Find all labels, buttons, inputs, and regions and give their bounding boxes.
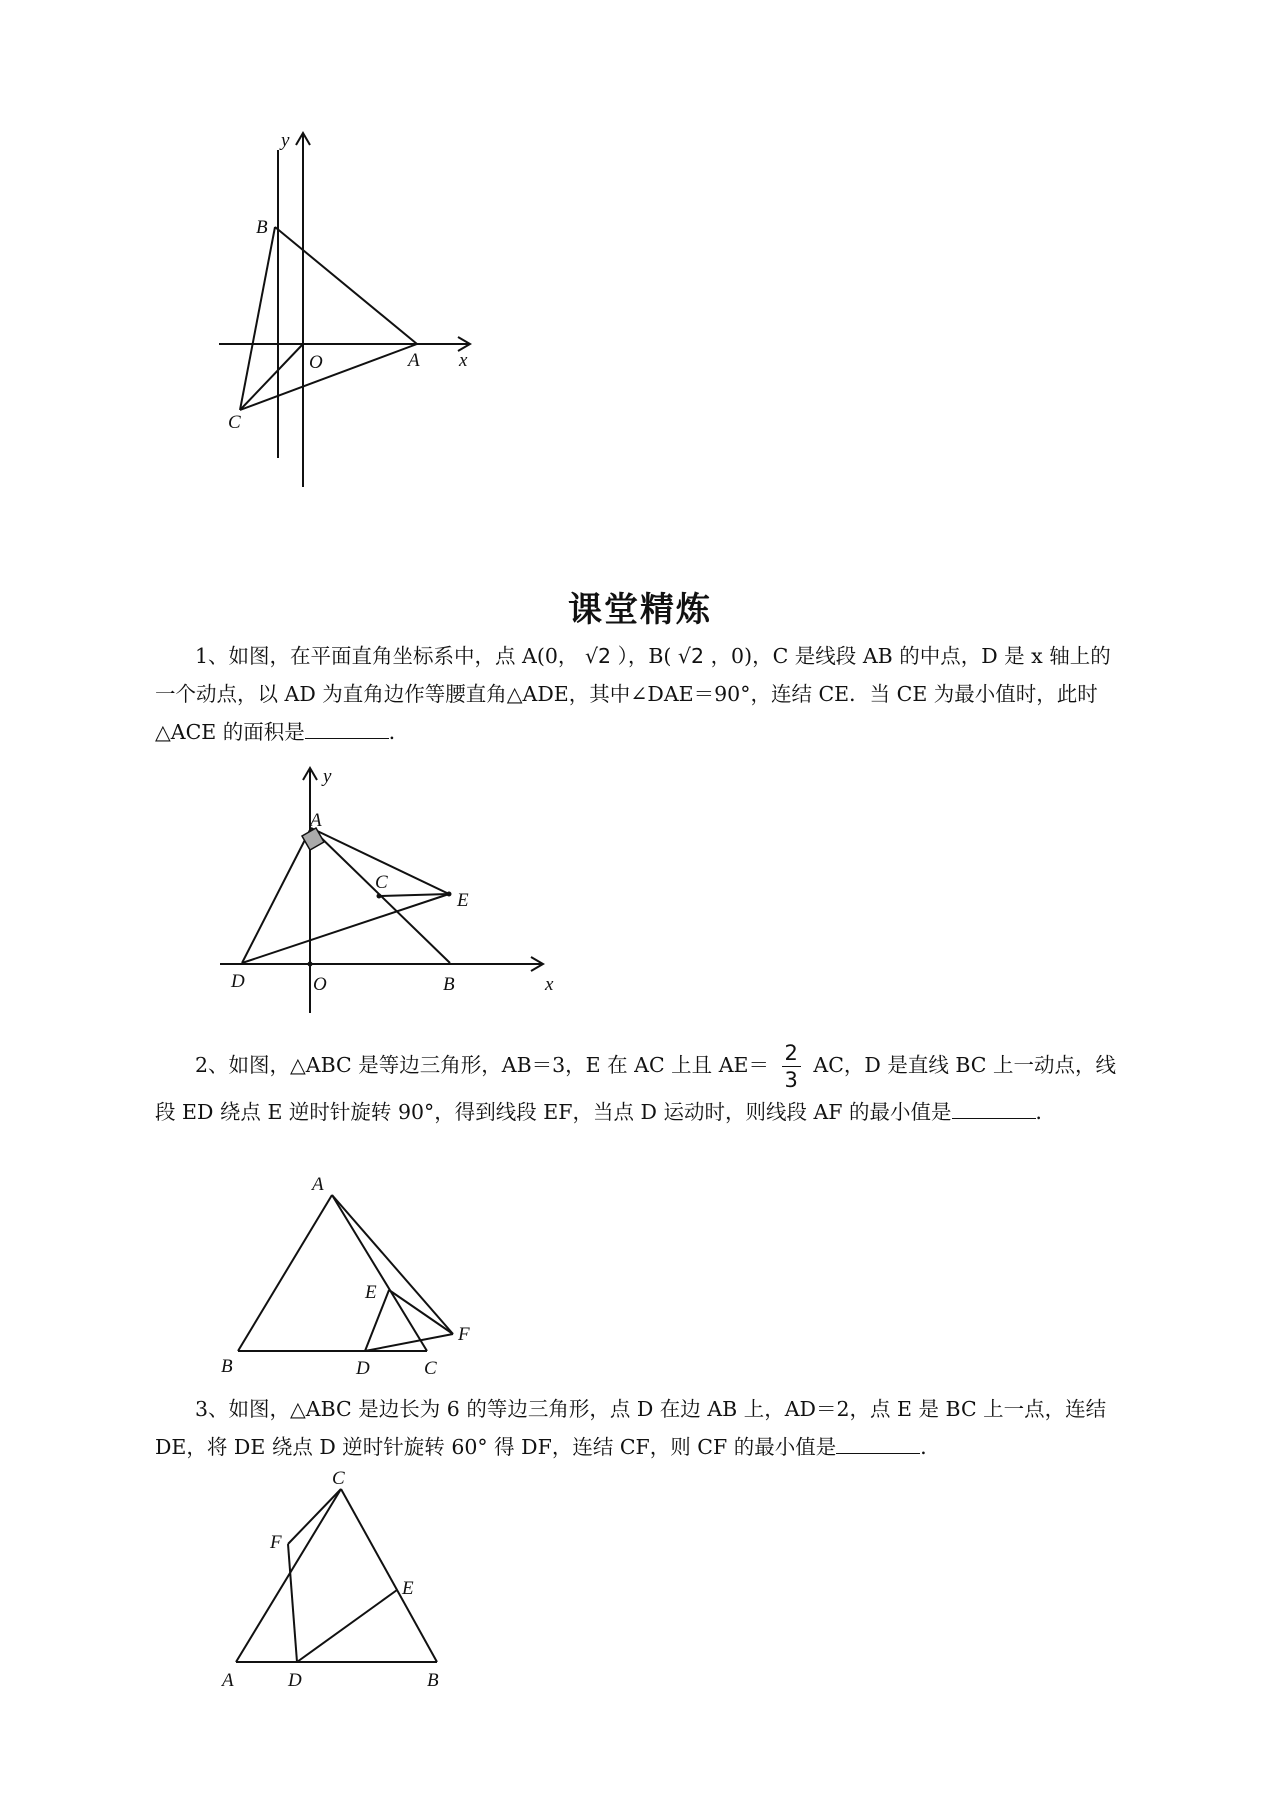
fig1-label-a: A [310,810,322,831]
fig1-label-c: C [375,872,388,893]
fig1-label-d: D [231,971,245,992]
fig3-label-e: E [402,1578,414,1599]
fig1-label-e: E [457,890,469,911]
fig0-label-c: C [228,412,241,433]
fig2-label-f: F [458,1324,470,1345]
problem-1-text: 1、如图，在平面直角坐标系中，点 A(0， √2 ），B( √2 ，0)，C 是线段 AB 的中点，D 是 x 轴上的一个动点，以 AD 为直角边作等腰直角△ADE，其中∠DAE＝90°，连结 CE．当 CE 为最小值时，此时△ACE 的面积是 ． [155,644,1111,744]
fig3-label-b: B [427,1670,439,1691]
section-title: 课堂精炼 [568,590,712,630]
fig2-label-a: A [312,1174,324,1195]
fig1-label-o: O [313,974,327,995]
fig1-label-y: y [323,766,332,787]
fig3-label-d: D [288,1670,302,1691]
fig0-label-b: B [256,217,268,238]
fig3-label-f: F [270,1532,282,1553]
fig2-label-c: C [424,1358,437,1379]
fig2-label-b: B [221,1356,233,1377]
fig3-label-a: A [222,1670,234,1691]
fig0-label-o: O [309,352,323,373]
fig1-label-x: x [545,974,554,995]
fig1-label-b: B [443,974,455,995]
problem-2-text: 2、如图，△ABC 是等边三角形，AB＝3，E 在 AC 上且 AE＝ $\frac{2}{3}$ AC，D 是直线 BC 上一动点，线段 ED 绕点 E 逆时针旋转 90°，得到线段 EF，当点 D 运动时，则线段 AF 的最小值是 ． [155,1041,1117,1124]
fraction-two-thirds: $\frac{2}{3}$ [782,1040,801,1093]
fig2-label-d: D [356,1358,370,1379]
fig0-label-y: y [281,130,290,151]
sqrt-two-b: √2 [677,644,705,668]
fig0-label-a: A [408,350,420,371]
sqrt-two-a: √2 [584,644,612,668]
fig0-label-x: x [459,350,468,371]
fig2-label-e: E [365,1282,377,1303]
problem-3-text: 3、如图，△ABC 是边长为 6 的等边三角形，点 D 在边 AB 上，AD＝2，点 E 是 BC 上一点，连结 DE，将 DE 绕点 D 逆时针旋转 60° 得 DF，连结 CF，则 CF 的最小值是 ． [155,1397,1107,1459]
fig3-label-c: C [332,1468,345,1489]
